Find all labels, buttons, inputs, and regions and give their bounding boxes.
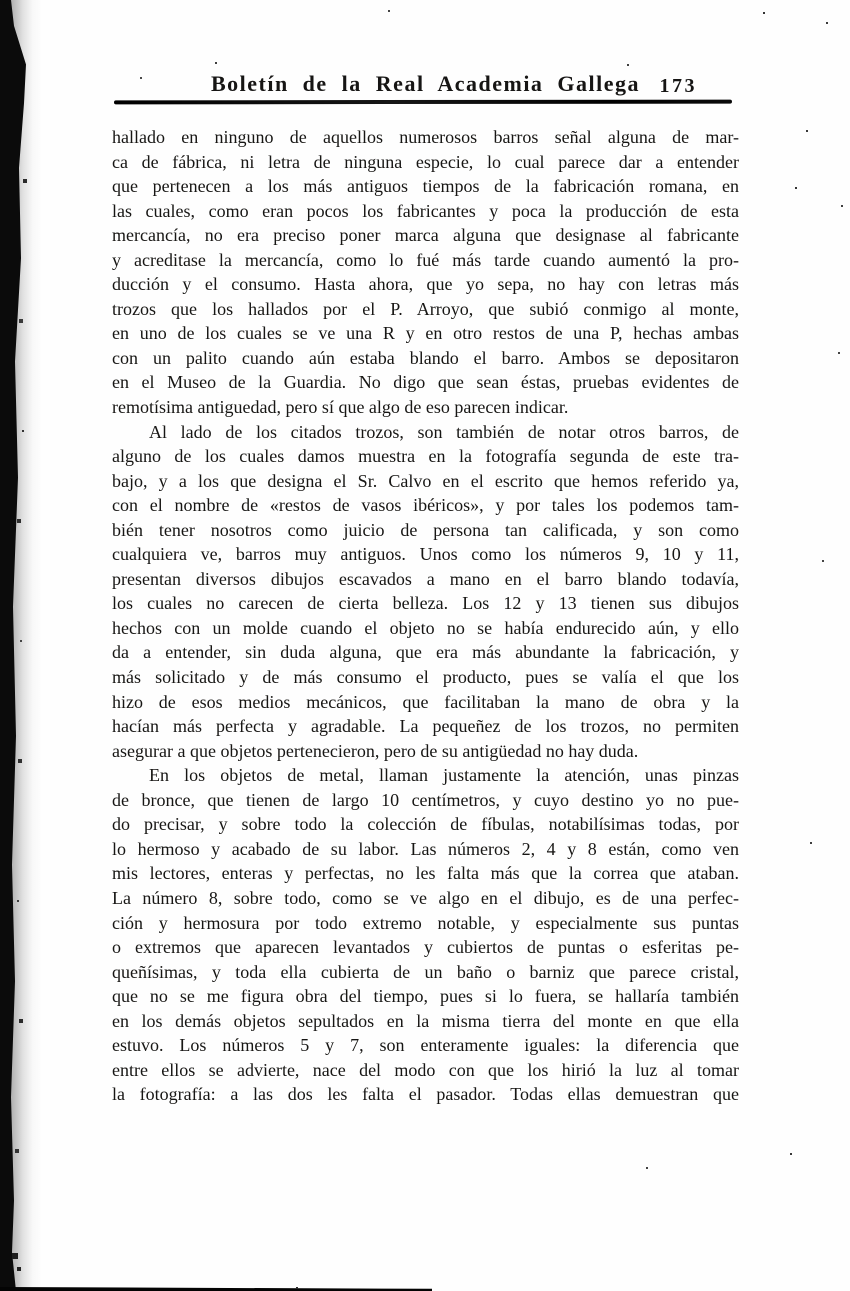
text-line: o extremos que aparecen levantados y cubiertos de puntas o esferitas pe- — [112, 937, 739, 958]
text-line: trozos que los hallados por el P. Arroyo, que subió conmigo al monte, — [112, 298, 739, 319]
text-column — [112, 125, 739, 1107]
text-line: mercancía, no era preciso poner marca alguna que designase al fabricante — [112, 225, 739, 246]
paragraph — [112, 125, 739, 420]
text-line: alguno de los cuales damos muestra en la fotografía segunda de este tra- — [112, 446, 739, 467]
text-line: en los demás objetos sepultados en la misma tierra del monte en que ella — [112, 1010, 739, 1031]
text-line: que no se me figura obra del tiempo, pues si lo fuera, se hallaría también — [112, 986, 739, 1007]
text-line: con el nombre de «restos de vasos ibéricos», y por tales los podemos tam- — [112, 495, 739, 516]
text-line: hacían más perfecta y agradable. La pequeñez de los trozos, no permiten — [112, 716, 739, 737]
text-line: bién tener nosotros como juicio de persona tan calificada, y son como — [112, 519, 739, 540]
text-line: Al lado de los citados trozos, son también de notar otros barros, de — [149, 421, 739, 442]
text-line: los cuales no carecen de cierta belleza. Los 12 y 13 tienen sus dibujos — [112, 593, 739, 614]
text-line: las cuales, como eran pocos los fabricantes y poca la producción de esta — [112, 200, 739, 221]
page-number: 173 — [659, 75, 697, 97]
text-line: asegurar a que objetos pertenecieron, pero de su antigüedad no hay duda. — [112, 740, 639, 761]
text-line: que pertenecen a los más antiguos tiempos de la fabricación romana, en — [112, 176, 739, 197]
text-line: entre ellos se advierte, nace del modo con que los hirió la luz al tomar — [112, 1059, 739, 1080]
paragraph — [112, 420, 739, 764]
text-line: lo hermoso y acabado de su labor. Las números 2, 4 y 8 están, como ven — [112, 838, 739, 859]
text-line: cualquiera ve, barros muy antiguos. Unos como los números 9, 10 y 11, — [112, 544, 739, 565]
text-line: en el Museo de la Guardia. No digo que sean éstas, pruebas evidentes de — [112, 372, 739, 393]
text-line: ducción y el consumo. Hasta ahora, que yo sepa, no hay con letras más — [112, 274, 739, 295]
text-line: remotísima antiguedad, pero sí que algo de eso parecen indicar. — [112, 397, 569, 418]
text-line: En los objetos de metal, llaman justamente la atención, unas pinzas — [149, 765, 739, 786]
paragraph — [112, 763, 739, 1107]
header-rule — [114, 100, 732, 105]
text-line: do precisar, y sobre todo la colección de fíbulas, notabilísimas todas, por — [112, 814, 739, 835]
page-content — [112, 0, 739, 1291]
text-line: en uno de los cuales se ve una R y en otro restos de una P, hechas ambas — [112, 323, 739, 344]
text-line: ca de fábrica, ni letra de ninguna especie, lo cual parece dar a entender — [112, 151, 739, 172]
text-line: de bronce, que tienen de largo 10 centímetros, y cuyo destino yo no pue- — [112, 789, 739, 810]
text-line: mis lectores, enteras y perfectas, no les falta más que la correa que ataban. — [112, 863, 739, 884]
text-line: más solicitado y de más consumo el producto, pues se valía el que los — [112, 667, 739, 688]
journal-title: Boletín de la Real Academia Gallega — [210, 71, 641, 96]
text-line: La número 8, sobre todo, como se ve algo en el dibujo, es de una perfec- — [112, 887, 739, 908]
text-line: estuvo. Los números 5 y 7, son enteramente iguales: la diferencia que — [112, 1035, 739, 1056]
text-line: la fotografía: a las dos les falta el pasador. Todas ellas demuestran que — [112, 1084, 739, 1105]
scan-noise-specks — [0, 0, 2, 2]
text-line: hizo de esos medios mecánicos, que facilitaban la mano de obra y la — [112, 691, 739, 712]
text-line: y acreditase la mercancía, como lo fué más tarde cuando aumentó la pro- — [112, 249, 739, 270]
text-line: ción y hermosura por todo extremo notable, y especialmente sus puntas — [112, 912, 739, 933]
text-line: bajo, y a los que designa el Sr. Calvo en el escrito que hemos referido ya, — [112, 470, 739, 491]
text-line: hechos con un molde cuando el objeto no se había endurecido aún, y ello — [112, 617, 739, 638]
text-line: presentan diversos dibujos escavados a mano en el barro blando todavía, — [112, 568, 739, 589]
text-line: queñísimas, y toda ella cubierta de un baño o barniz que parece cristal, — [112, 961, 739, 982]
text-line: da a entender, sin duda alguna, que era más abundante la fabricación, y — [112, 642, 739, 663]
text-line: hallado en ninguno de aquellos numerosos barros señal alguna de mar- — [112, 127, 739, 147]
text-line: con un palito cuando aún estaba blando el barro. Ambos se depositaron — [112, 347, 739, 368]
